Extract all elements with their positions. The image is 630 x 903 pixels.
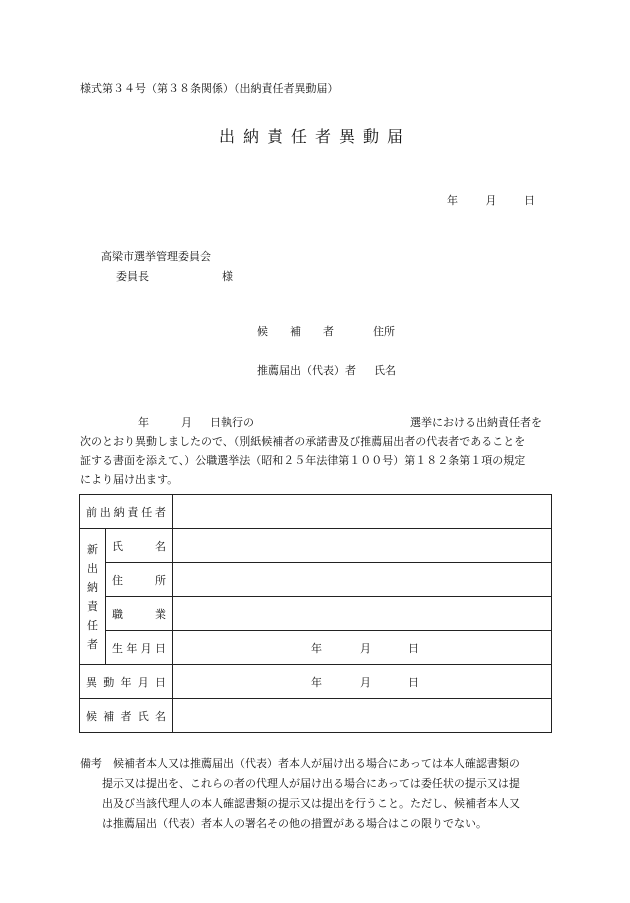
day-label: 日 <box>524 194 535 207</box>
body-line-4: により届け出ます。 <box>80 473 179 486</box>
table-row <box>80 597 552 631</box>
recipient-org: 高梁市選挙管理委員会 <box>101 250 211 263</box>
birth-month: 月 <box>360 642 371 655</box>
prev-manager-label: 前出納責任者 <box>80 495 173 529</box>
change-date-label: 異動年月日 <box>80 665 173 699</box>
body-line-3: 証する書面を添えて、）公職選挙法（昭和２５年法律第１００号）第１８２条第１項の規定 <box>80 454 526 467</box>
change-year: 年 <box>311 676 322 689</box>
recipient-title: 委員長 <box>116 270 149 283</box>
candidate-address-label: 住所 <box>373 325 395 338</box>
change-day: 日 <box>408 676 419 689</box>
year-label: 年 <box>447 194 458 207</box>
remarks-line-1: 備考 候補者本人又は推薦届出（代表）者本人が届け出る場合にあっては本人確認書類の <box>80 757 520 770</box>
election-year: 年 <box>138 416 149 429</box>
birth-date-field[interactable] <box>173 631 552 665</box>
recommender-name-label: 氏名 <box>374 364 396 377</box>
body-line-1 <box>80 413 552 432</box>
address-field[interactable] <box>173 563 552 597</box>
manager-change-table <box>79 494 552 733</box>
body-line-2: 次のとおり異動しましたので、（別紙候補者の承諾書及び推薦届出者の代表者であることを <box>80 435 526 448</box>
form-id: 様式第３４号（第３８条関係）（出納責任者異動届） <box>80 82 339 95</box>
candidate-name-label: 候補者氏名 <box>80 699 173 733</box>
page-title: 出納責任者異動届 <box>218 127 411 146</box>
table-row <box>80 529 552 563</box>
occupation-label: 職業 <box>106 597 173 631</box>
new-manager-group-label: 新 出 納 責 任 者 <box>80 529 106 665</box>
month-label: 月 <box>485 194 497 207</box>
recipient-honorific: 様 <box>222 270 233 283</box>
remarks-line-3: 出及び当該代理人の本人確認書類の提示又は提出を行うこと。ただし、候補者本人又 <box>102 797 520 810</box>
table-row <box>80 495 552 529</box>
table-row <box>80 699 552 733</box>
occupation-field[interactable] <box>173 597 552 631</box>
body-text <box>80 413 552 489</box>
table-row <box>80 665 552 699</box>
change-date-field[interactable] <box>173 665 552 699</box>
name-label: 氏名 <box>106 529 173 563</box>
recommender-role: 推薦届出（代表）者 <box>257 364 356 377</box>
remarks <box>80 754 520 834</box>
remarks-line-4: は推薦届出（代表）者本人の署名その他の措置がある場合はこの限りでない。 <box>102 817 487 830</box>
election-day: 日執行の <box>210 416 254 429</box>
address-label: 住所 <box>106 563 173 597</box>
birth-day: 日 <box>408 642 419 655</box>
candidate-name-field[interactable] <box>173 699 552 733</box>
table-row <box>80 563 552 597</box>
prev-manager-field[interactable] <box>173 495 552 529</box>
birth-year: 年 <box>311 642 322 655</box>
name-field[interactable] <box>173 529 552 563</box>
election-tail: 選挙における出納責任者を <box>410 416 542 429</box>
submission-date <box>447 192 535 208</box>
candidate-role: 候 補 者 <box>257 325 334 338</box>
remarks-line-2: 提示又は提出を、これらの者の代理人が届け出る場合にあっては委任状の提示又は提 <box>102 777 520 790</box>
birth-date-label: 生年月日 <box>106 631 173 665</box>
change-month: 月 <box>360 676 371 689</box>
election-month: 月 <box>181 416 192 429</box>
table-row <box>80 631 552 665</box>
